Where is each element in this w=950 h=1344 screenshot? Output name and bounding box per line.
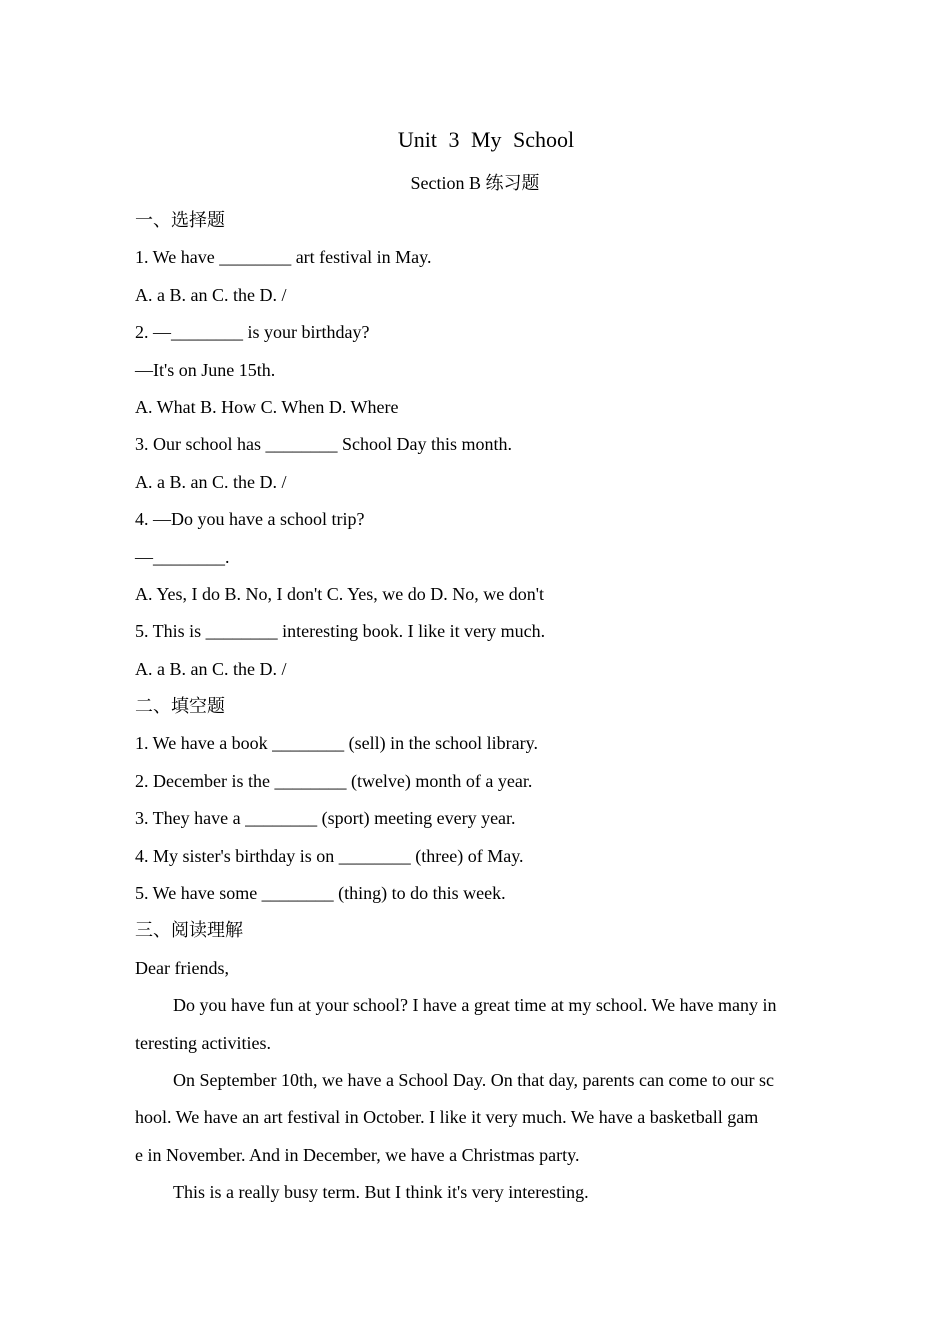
text-line: Do you have fun at your school? I have a great time at my school. We have many in	[173, 995, 777, 1016]
text-line: A. a B. an C. the D. /	[135, 658, 287, 679]
document-body	[135, 207, 825, 1217]
text-line: A. a B. an C. the D. /	[135, 284, 287, 305]
text-line: A. What B. How C. When D. Where	[135, 396, 399, 417]
text-line: e in November. And in December, we have a Christmas party.	[135, 1144, 580, 1165]
text-line: 3. Our school has ________ School Day this month.	[135, 434, 512, 455]
text-line: —________.	[135, 546, 230, 567]
text-line: 5. We have some ________ (thing) to do this week.	[135, 883, 506, 904]
text-line: teresting activities.	[135, 1032, 271, 1053]
section-heading: 三、阅读理解	[135, 920, 243, 941]
section-heading: 一、选择题	[135, 210, 225, 230]
text-line: On September 10th, we have a School Day. On that day, parents can come to our sc	[173, 1069, 774, 1090]
page-title: Unit 3 My School	[397, 127, 575, 152]
text-line: 4. My sister's birthday is on ________ (three) of May.	[135, 845, 524, 866]
text-line: 2. December is the ________ (twelve) month of a year.	[135, 770, 533, 791]
text-line: 1. We have ________ art festival in May.	[135, 247, 432, 268]
text-line: 3. They have a ________ (sport) meeting every year.	[135, 808, 516, 829]
text-line: A. a B. an C. the D. /	[135, 471, 287, 492]
text-line: —It's on June 15th.	[135, 359, 276, 380]
text-line: 1. We have a book ________ (sell) in the school library.	[135, 733, 538, 754]
text-line: 2. —________ is your birthday?	[135, 322, 370, 343]
text-line: 4. —Do you have a school trip?	[135, 509, 365, 530]
text-line: This is a really busy term. But I think it's very interesting.	[173, 1182, 589, 1203]
text-line: hool. We have an art festival in October. I like it very much. We have a basketball gam	[135, 1107, 759, 1128]
text-line: Dear friends,	[135, 957, 229, 978]
text-line: A. Yes, I do B. No, I don't C. Yes, we do D. No, we don't	[135, 583, 545, 604]
section-heading: 二、填空题	[135, 696, 225, 717]
page-subtitle: Section B 练习题	[410, 173, 540, 193]
text-line: 5. This is ________ interesting book. I like it very much.	[135, 621, 546, 642]
